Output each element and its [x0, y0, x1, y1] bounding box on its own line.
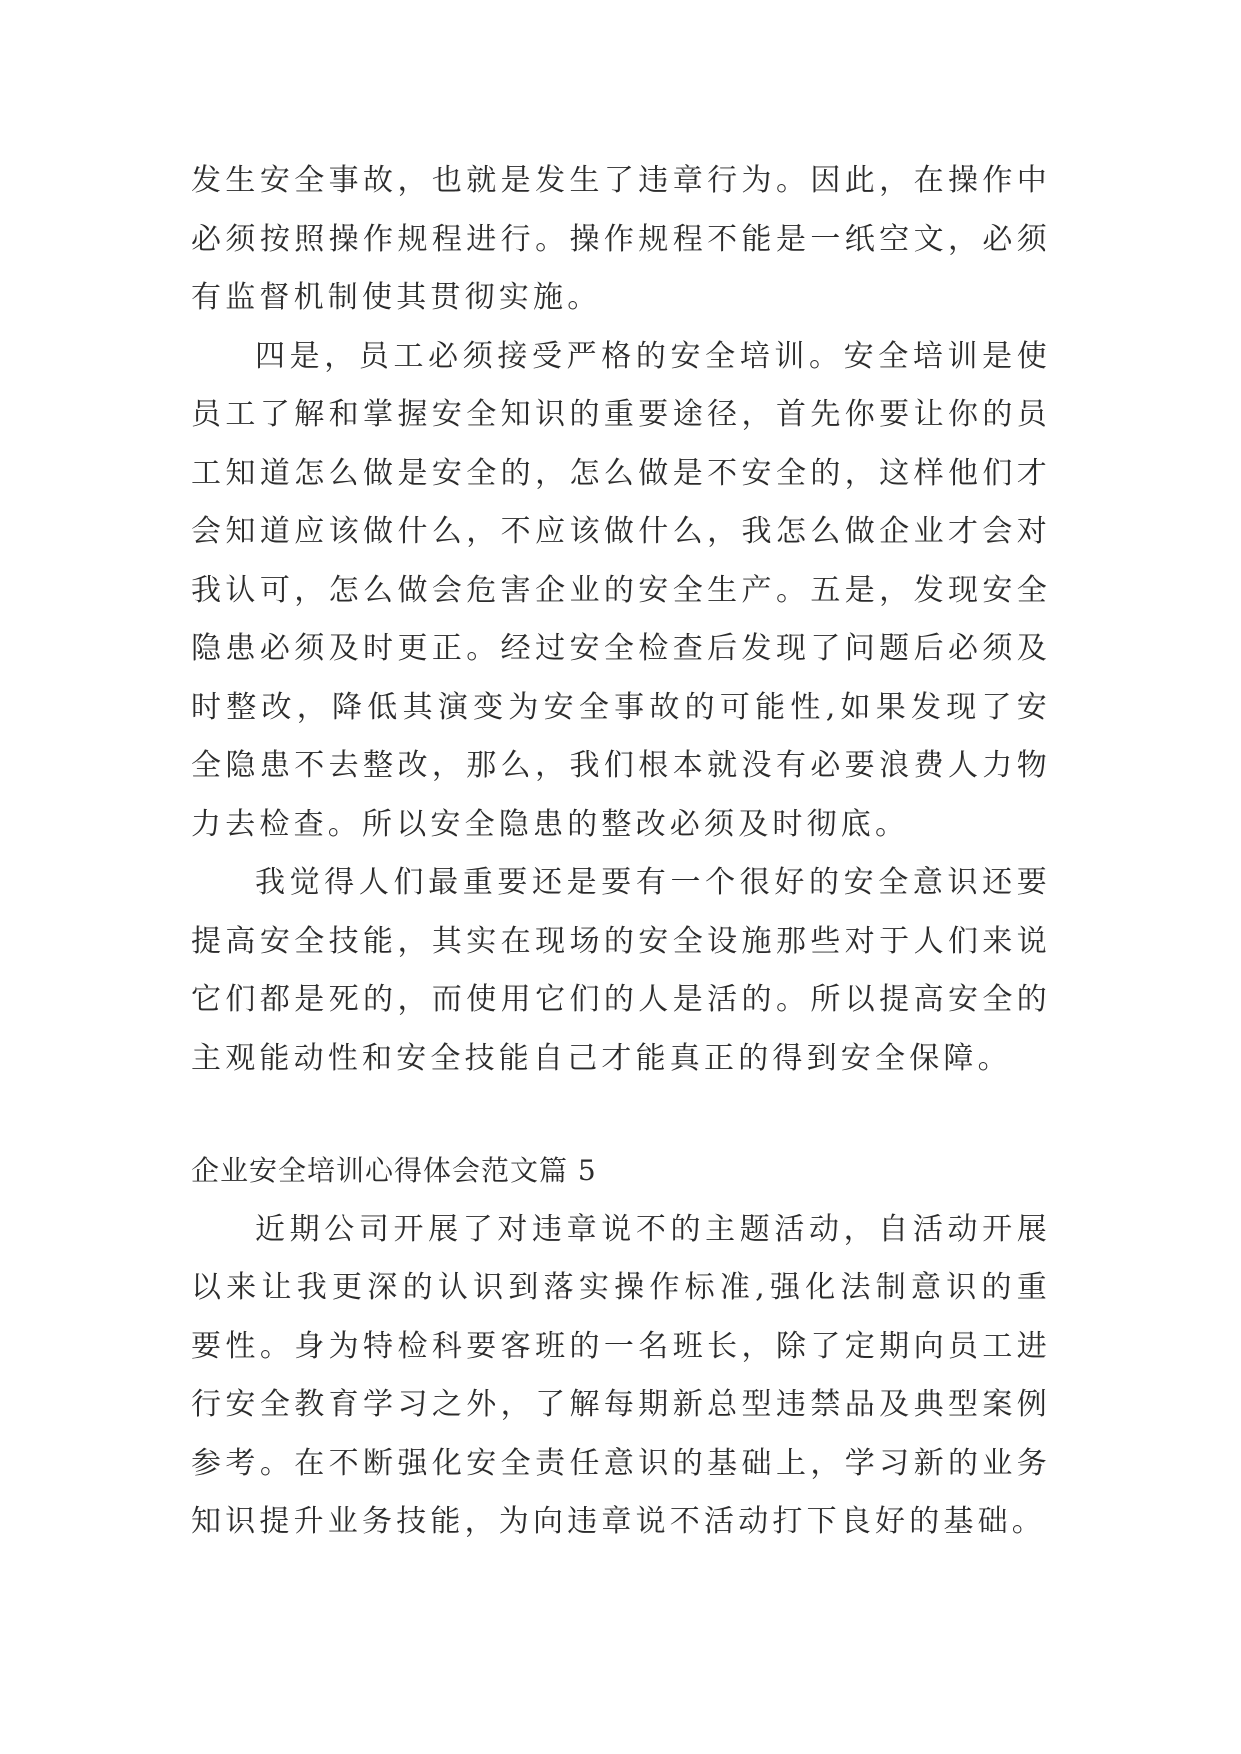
paragraph-awareness: 我觉得人们最重要还是要有一个很好的安全意识还要提高安全技能，其实在现场的安全设施那些对于人们来说它们都是死的，而使用它们的人是活的。所以提高安全的主观能动性和安全技能自己才能真正的得到安全保障。	[191, 865, 1051, 1076]
paragraph-training: 四是，员工必须接受严格的安全培训。安全培训是使员工了解和掌握安全知识的重要途径，首先你要让你的员工知道怎么做是安全的，怎么做是不安全的，这样他们才会知道应该做什么，不应该做什么，我怎么做企业才会对我认可，怎么做会危害企业的安全生产。五是，发现安全隐患必须及时更正。经过安全检查后发现了问题后必须及时整改，降低其演变为安全事故的可能性,如果发现了安全隐患不去整改，那么，我们根本就没有必要浪费人力物力去检查。所以安全隐患的整改必须及时彻底。	[191, 338, 1051, 842]
paragraph-continuation: 发生安全事故，也就是发生了违章行为。因此，在操作中必须按照操作规程进行。操作规程不能是一纸空文，必须有监督机制使其贯彻实施。	[191, 163, 1051, 315]
section-heading: 企业安全培训心得体会范文篇 5	[191, 1154, 597, 1187]
document-body	[191, 152, 1051, 1552]
paragraph-activity: 近期公司开展了对违章说不的主题活动，自活动开展以来让我更深的认识到落实操作标准,强化法制意识的重要性。身为特检科要客班的一名班长，除了定期向员工进行安全教育学习之外，了解每期新总型违禁品及典型案例参考。在不断强化安全责任意识的基础上，学习新的业务知识提升业务技能，为向违章说不活动打下良好的基础。	[191, 1211, 1051, 1539]
section-spacer	[191, 1088, 1051, 1142]
